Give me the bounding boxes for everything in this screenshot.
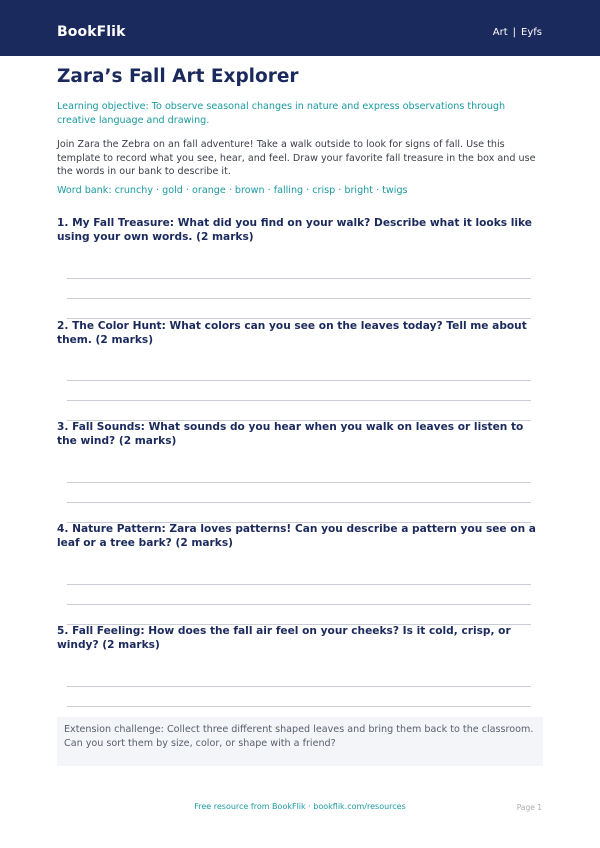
intro-paragraph: Join Zara the Zebra on an fall adventure! Take a walk outside to look for signs of fall. Use this template to record what you see, hear, and feel. Draw your favorite fall treasure in the box and use the words in our bank to describe it. xyxy=(57,139,536,177)
question-text: 2. The Color Hunt: What colors can you see on the leaves today? Tell me about them. (2 marks) xyxy=(57,320,527,346)
answer-line[interactable] xyxy=(67,380,531,381)
question-text: 4. Nature Pattern: Zara loves patterns! Can you describe a pattern you see on a leaf or a tree bark? (2 marks) xyxy=(57,523,536,549)
answer-line[interactable] xyxy=(67,706,531,707)
question-text: 3. Fall Sounds: What sounds do you hear when you walk on leaves or listen to the wind? (2 marks) xyxy=(57,421,524,447)
answer-line[interactable] xyxy=(67,502,531,503)
question-3 xyxy=(57,420,545,448)
answer-line[interactable] xyxy=(67,482,531,483)
answer-line[interactable] xyxy=(67,278,531,279)
subject-label: Art xyxy=(492,27,508,38)
extension-challenge-box xyxy=(57,717,543,766)
answer-line[interactable] xyxy=(67,686,531,687)
header-meta xyxy=(493,27,542,38)
header-bar xyxy=(0,0,600,56)
meta-separator: | xyxy=(512,27,517,38)
question-1 xyxy=(57,216,545,244)
answer-line[interactable] xyxy=(67,298,531,299)
footer-resource-link[interactable]: Free resource from BookFlik · bookflik.com/resources xyxy=(194,802,406,811)
page-number: Page 1 xyxy=(516,803,542,812)
question-5 xyxy=(57,624,545,652)
answer-line[interactable] xyxy=(67,400,531,401)
learning-objective: Learning objective: To observe seasonal changes in nature and express observations through creative language and drawing. xyxy=(57,101,506,126)
question-4 xyxy=(57,522,545,550)
word-bank: Word bank: crunchy · gold · orange · brown · falling · crisp · bright · twigs xyxy=(57,185,408,196)
answer-line[interactable] xyxy=(67,604,531,605)
extension-challenge-text: Extension challenge: Collect three different shaped leaves and bring them back to the classroom. Can you sort them by size, color, or shape with a friend? xyxy=(64,724,534,749)
level-label: Eyfs xyxy=(521,27,542,38)
question-text: 1. My Fall Treasure: What did you find on your walk? Describe what it looks like using your own words. (2 marks) xyxy=(57,217,532,243)
question-text: 5. Fall Feeling: How does the fall air feel on your cheeks? Is it cold, crisp, or windy? (2 marks) xyxy=(57,625,511,651)
worksheet-title: Zara’s Fall Art Explorer xyxy=(57,66,299,87)
question-2 xyxy=(57,319,545,347)
answer-line[interactable] xyxy=(67,584,531,585)
brand-logo[interactable]: BookFlik xyxy=(57,24,126,40)
